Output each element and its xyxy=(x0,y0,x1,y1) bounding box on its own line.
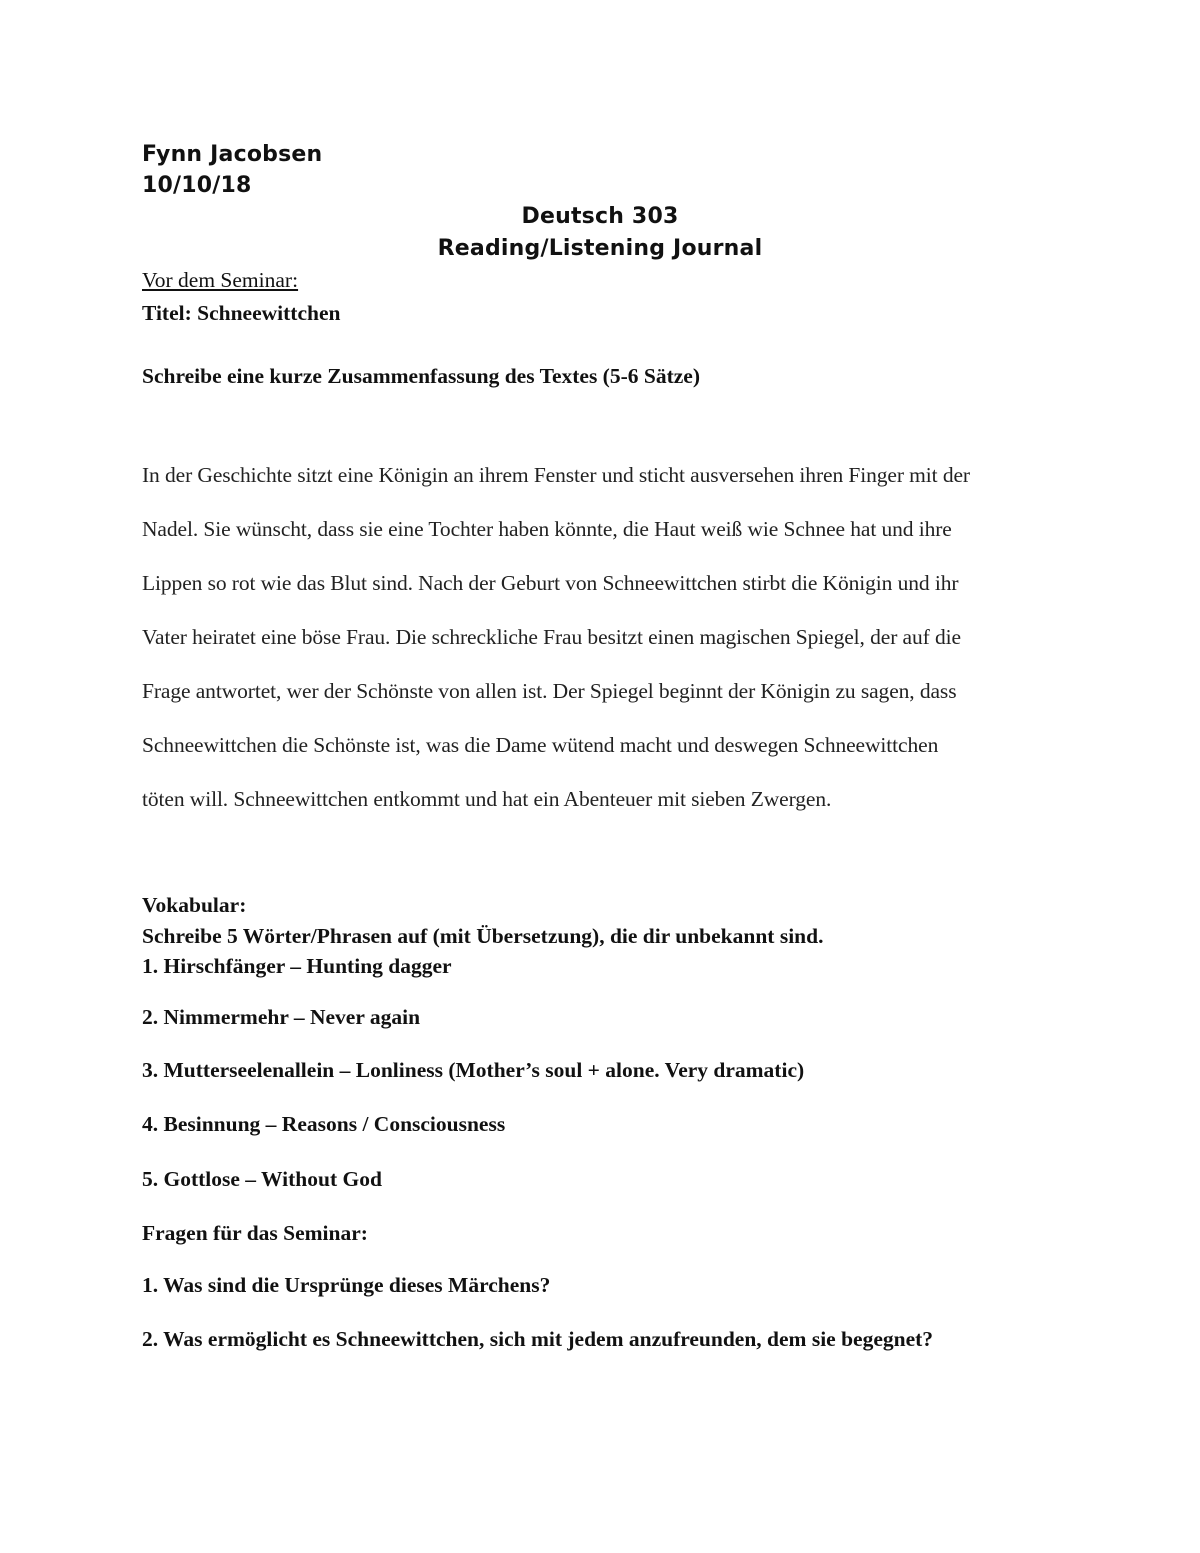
question-item: 2. Was ermöglicht es Schneewittchen, sich mit jedem anzufreunden, dem sie begegnet? xyxy=(142,1327,934,1351)
question-item: 1. Was sind die Ursprünge dieses Märchens? xyxy=(142,1273,551,1297)
course-title: Deutsch 303 xyxy=(521,204,679,229)
vocabulary-heading: Vokabular: xyxy=(142,893,247,917)
summary-line: Vater heiratet eine böse Frau. Die schreckliche Frau besitzt einen magischen Spiegel, der auf die xyxy=(142,625,961,649)
summary-line: Frage antwortet, wer der Schönste von allen ist. Der Spiegel beginnt der Königin zu sagen, dass xyxy=(142,679,957,703)
summary-line: Lippen so rot wie das Blut sind. Nach der Geburt von Schneewittchen stirbt die Königin und ihr xyxy=(142,571,959,595)
summary-prompt: Schreibe eine kurze Zusammenfassung des Textes (5-6 Sätze) xyxy=(142,364,700,388)
summary-line: Nadel. Sie wünscht, dass sie eine Tochter haben könnte, die Haut weiß wie Schnee hat und ihre xyxy=(142,517,952,541)
vocabulary-item: 3. Mutterseelenallein – Lonliness (Mother’s soul + alone. Very dramatic) xyxy=(142,1058,805,1082)
story-title-line: Titel: Schneewittchen xyxy=(142,301,341,325)
vocabulary-item: 2. Nimmermehr – Never again xyxy=(142,1005,421,1029)
vocabulary-item: 1. Hirschfänger – Hunting dagger xyxy=(142,954,452,978)
summary-line: töten will. Schneewittchen entkommt und hat ein Abenteuer mit sieben Zwergen. xyxy=(142,787,832,811)
journal-title: Reading/Listening Journal xyxy=(437,236,763,261)
section-heading-pre-seminar: Vor dem Seminar: xyxy=(142,268,299,292)
vocabulary-item: 4. Besinnung – Reasons / Consciousness xyxy=(142,1112,506,1136)
vocabulary-prompt: Schreibe 5 Wörter/Phrasen auf (mit Übersetzung), die dir unbekannt sind. xyxy=(142,924,824,948)
vocabulary-item: 5. Gottlose – Without God xyxy=(142,1167,382,1191)
author-name: Fynn Jacobsen xyxy=(142,142,323,167)
questions-heading: Fragen für das Seminar: xyxy=(142,1221,368,1245)
document-date: 10/10/18 xyxy=(142,173,252,198)
summary-line: In der Geschichte sitzt eine Königin an ihrem Fenster und sticht ausversehen ihren Finger mit der xyxy=(142,463,970,487)
summary-line: Schneewittchen die Schönste ist, was die Dame wütend macht und deswegen Schneewittchen xyxy=(142,733,939,757)
